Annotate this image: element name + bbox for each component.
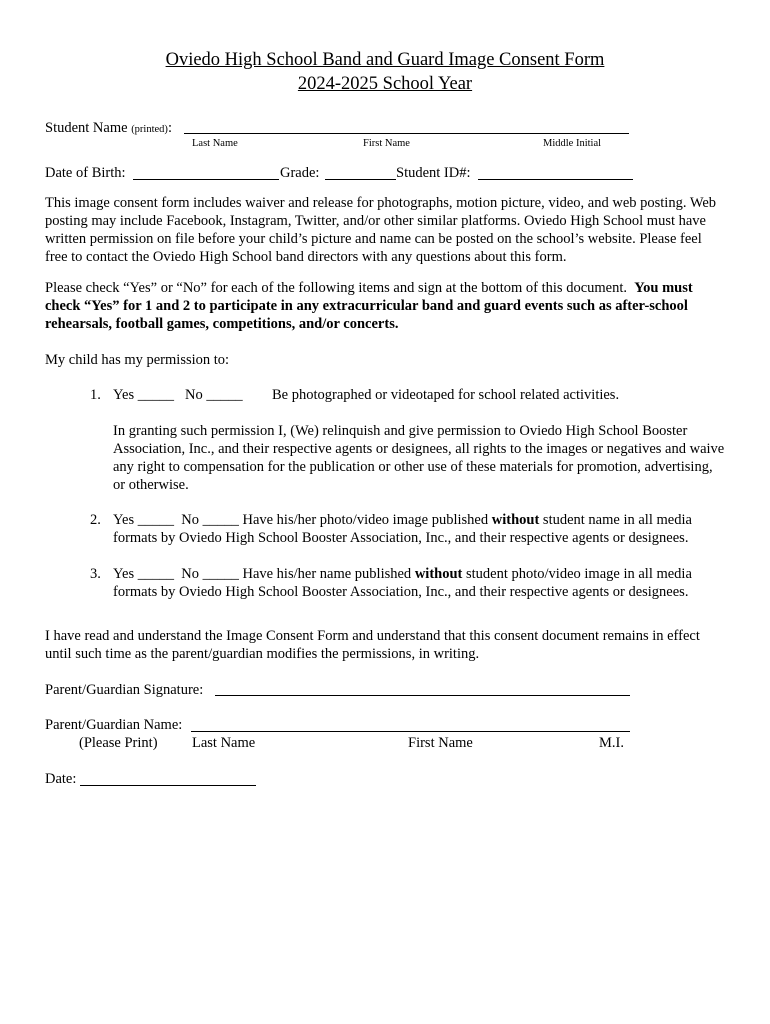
student-last-name-caption: Last Name [192, 138, 238, 149]
student-name-colon: : [167, 120, 172, 136]
form-title [0, 49, 770, 71]
item-1-text: Be photographed or videotaped for school related activities. [272, 387, 620, 403]
guardian-name-label: Parent/Guardian Name: [45, 717, 183, 733]
student-first-name-caption: First Name [363, 138, 410, 149]
item-3-text-pre: Have his/her name published [242, 566, 412, 582]
form-title-text: Oviedo High School Band and Guard Image Consent Form [165, 50, 605, 70]
permission-intro: My child has my permission to: [45, 352, 230, 368]
item-2-text-pre: Have his/her photo/video image published [242, 512, 489, 528]
item-2-yes[interactable]: Yes _____ [113, 512, 174, 528]
instructions-text: Please check “Yes” or “No” for each of the following items and sign at the bottom of this document. [45, 280, 628, 296]
school-year-text: 2024-2025 School Year [297, 74, 473, 94]
acknowledgement-paragraph: I have read and understand the Image Consent Form and understand that this consent document remains in effect until such time as the parent/guardian modifies the permissions, in writing. [45, 628, 700, 662]
item-2-paragraph [113, 511, 725, 547]
instructions-paragraph [45, 279, 725, 333]
item-3-number: 3. [90, 566, 101, 582]
signature-label: Parent/Guardian Signature: [45, 682, 204, 698]
dob-label: Date of Birth: [45, 165, 126, 181]
school-year [0, 73, 770, 95]
guardian-first-name-caption: First Name [408, 735, 473, 751]
item-2-text-bold: without [491, 512, 540, 528]
item-1-detail: In granting such permission I, (We) relinquish and give permission to Oviedo High School Booster Association, Inc., and their respective agents or designees, all rights to the images or negatives and waive any right to compensation for the publication or other use of these materials for promotion, advertising, or otherwise. [113, 423, 725, 493]
guardian-last-name-caption: Last Name [192, 735, 256, 751]
item-2-no[interactable]: No _____ [181, 512, 239, 528]
grade-label: Grade: [280, 165, 320, 181]
date-label: Date: [45, 771, 77, 787]
item-3-paragraph [113, 565, 725, 601]
guardian-name-field[interactable] [191, 731, 630, 732]
student-id-field[interactable] [478, 179, 633, 180]
item-2-number: 2. [90, 512, 101, 528]
item-1-no[interactable]: No _____ [185, 387, 243, 403]
item-3-text-post: student photo/video image in all media formats by Oviedo High School Booster Association, Inc., and their respective agents or designees. [113, 566, 692, 600]
student-middle-initial-caption: Middle Initial [543, 138, 602, 149]
student-name-label-text: Student Name [45, 120, 128, 136]
dob-field[interactable] [133, 179, 279, 180]
item-3-text-bold: without [414, 566, 463, 582]
please-print-caption: (Please Print) [79, 735, 158, 751]
signature-field[interactable] [215, 695, 630, 696]
student-name-field[interactable] [184, 133, 629, 134]
student-id-label: Student ID#: [396, 165, 471, 181]
grade-field[interactable] [325, 179, 396, 180]
intro-paragraph: This image consent form includes waiver and release for photographs, motion picture, video, and web posting. Web posting may include Facebook, Instagram, Twitter, and/or other similar platforms. Oviedo High School must have written permission on file before your child’s picture and name can be posted on the school’s website. Please feel free to contact the Oviedo High School band directors with any questions about this form. [45, 195, 717, 265]
printed-note: (printed) [131, 124, 168, 135]
date-field[interactable] [80, 785, 256, 786]
item-3-yes[interactable]: Yes _____ [113, 566, 174, 582]
student-name-label [45, 119, 172, 139]
guardian-mi-caption: M.I. [599, 735, 624, 751]
instructions-bold-text: You must check “Yes” for 1 and 2 to participate in any extracurricular band and guard events such as after-school rehearsals, football games, competitions, and/or concerts. [45, 280, 693, 332]
item-1-number: 1. [90, 387, 101, 403]
item-3-no[interactable]: No _____ [181, 566, 239, 582]
item-1-yes[interactable]: Yes _____ [113, 387, 174, 403]
item-2-text-post: student name in all media formats by Oviedo High School Booster Association, Inc., and their respective agents or designees. [113, 512, 692, 546]
